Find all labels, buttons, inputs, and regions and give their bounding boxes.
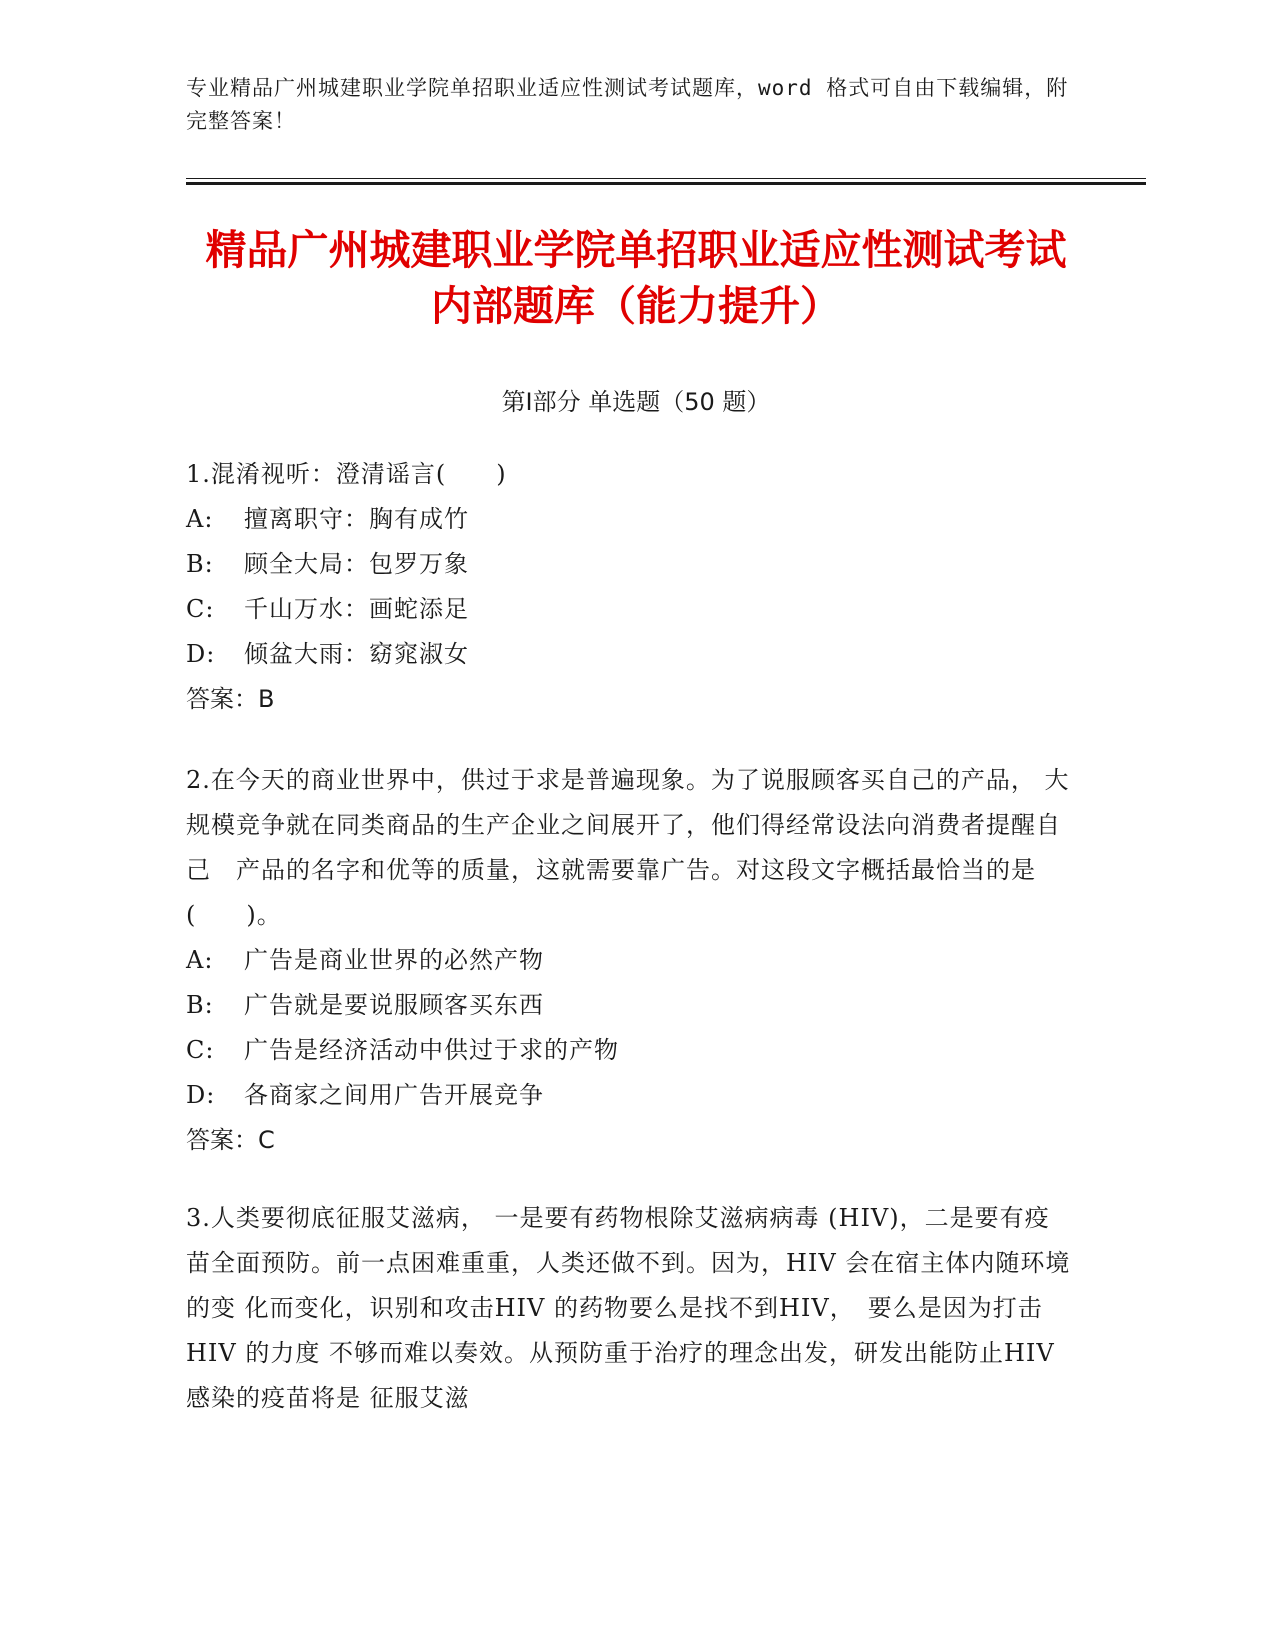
- question-stem: 1.混淆视听：澄清谣言( ): [186, 460, 507, 488]
- option-a: [186, 938, 1076, 983]
- option-text: 广告是经济活动中供过于求的产物: [244, 1036, 619, 1064]
- question-stem: 2.在今天的商业世界中，供过于求是普遍现象。为了说服顾客买自己的产品， 大规模竞争就在同类商品的生产企业之间展开了，他们得经常设法向消费者提醒自己 产品的名字和优等的质量，这就需要靠广告。对这段文字概括最恰当的是( )。: [186, 766, 1070, 929]
- answer-line: 答案：C: [186, 1126, 275, 1154]
- answer-line: 答案：B: [186, 685, 275, 713]
- question-3: [186, 1196, 1076, 1421]
- header-divider-thick: [186, 182, 1146, 185]
- option-letter: B:: [186, 550, 214, 578]
- option-letter: C:: [186, 595, 215, 623]
- section-title: 第Ⅰ部分 单选题（50 题）: [501, 388, 771, 416]
- option-text: 各商家之间用广告开展竞争: [244, 1081, 544, 1109]
- option-text: 倾盆大雨：窈窕淑女: [244, 640, 469, 668]
- option-b: [186, 983, 1076, 1028]
- option-letter: D:: [186, 1081, 216, 1109]
- option-letter: B:: [186, 991, 214, 1019]
- header-divider-thin: [186, 178, 1146, 179]
- header-note: 专业精品广州城建职业学院单招职业适应性测试考试题库，word 格式可自由下载编辑，附完整答案！: [186, 76, 1069, 133]
- option-b: [186, 542, 1076, 587]
- option-a: [186, 497, 1076, 542]
- question-1: [186, 452, 1076, 722]
- question-stem: 3.人类要彻底征服艾滋病， 一是要有药物根除艾滋病病毒 (HIV)，二是要有疫 苗全面预防。前一点困难重重，人类还做不到。因为，HIV 会在宿主体内随环境的变 化而变化，识别和攻击HIV 的药物要么是找不到HIV， 要么是因为打击HIV 的力度 不够而难以奏效。从预防重于治疗的理念出发，研发出能防止HIV 感染的疫苗将是 征服艾滋: [186, 1204, 1075, 1412]
- option-text: 广告就是要说服顾客买东西: [244, 991, 544, 1019]
- option-letter: D:: [186, 640, 216, 668]
- option-d: [186, 1073, 1076, 1118]
- option-c: [186, 1028, 1076, 1073]
- document-title: 精品广州城建职业学院单招职业适应性测试考试内部题库（能力提升）: [205, 226, 1067, 330]
- option-letter: C:: [186, 1036, 215, 1064]
- option-d: [186, 632, 1076, 677]
- option-text: 顾全大局：包罗万象: [244, 550, 469, 578]
- question-2: [186, 758, 1076, 1163]
- option-text: 广告是商业世界的必然产物: [244, 946, 544, 974]
- option-c: [186, 587, 1076, 632]
- option-letter: A:: [186, 505, 214, 533]
- option-letter: A:: [186, 946, 214, 974]
- option-text: 千山万水：画蛇添足: [244, 595, 469, 623]
- option-text: 擅离职守：胸有成竹: [244, 505, 469, 533]
